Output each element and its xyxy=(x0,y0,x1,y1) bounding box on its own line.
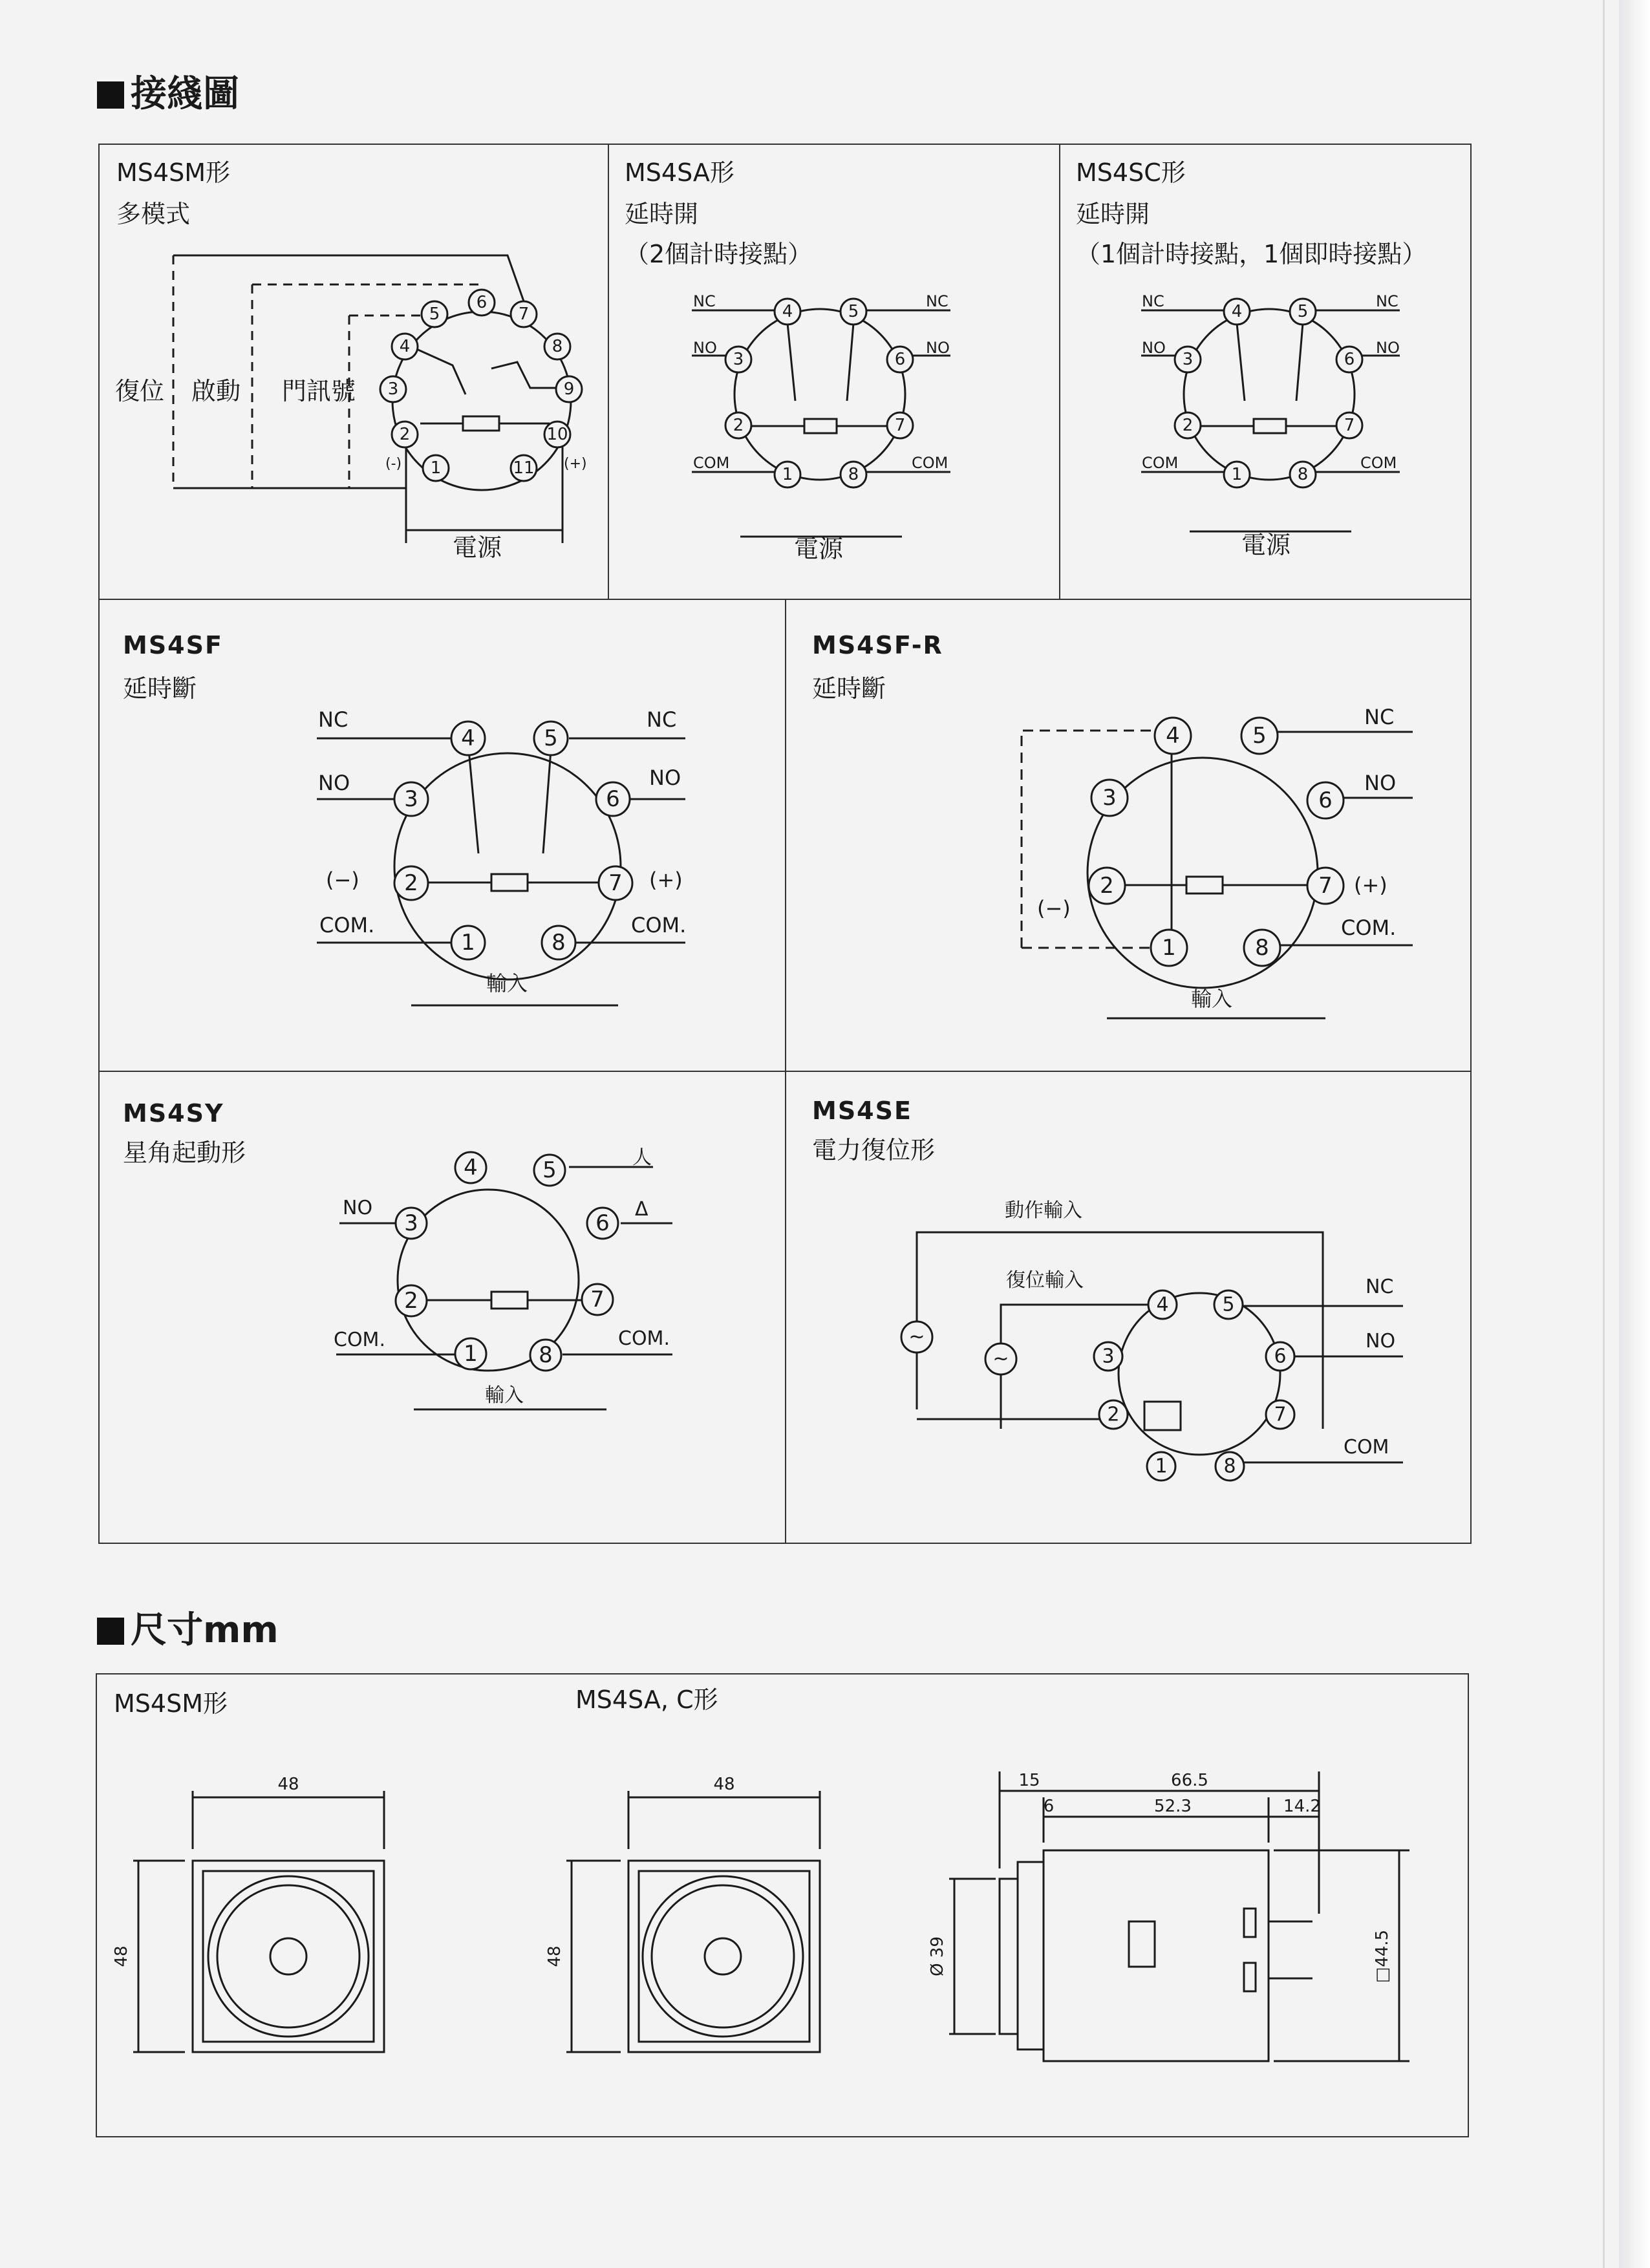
svg-text:8: 8 xyxy=(1223,1455,1236,1478)
svg-text:2: 2 xyxy=(733,416,744,435)
ms4se-model: MS4SE xyxy=(812,1097,912,1125)
ms4se-mode: 電力復位形 xyxy=(812,1136,936,1164)
ms4sc-model: MS4SC形 xyxy=(1076,158,1186,187)
svg-text:1: 1 xyxy=(1162,935,1176,961)
ms4se-nc: NC xyxy=(1366,1276,1394,1298)
dim-6: 6 xyxy=(1043,1797,1055,1816)
ms4sfr-minus: (−) xyxy=(1037,896,1071,921)
ms4sc-com-left: COM xyxy=(1142,454,1179,472)
svg-text:3: 3 xyxy=(387,380,399,399)
ms4sf-no-right: NO xyxy=(649,765,681,790)
dim-142: 14.2 xyxy=(1283,1797,1321,1816)
ms4sy-input-label: 輸入 xyxy=(485,1384,524,1407)
svg-text:6: 6 xyxy=(595,1210,610,1236)
ms4sa-no-right: NO xyxy=(926,339,950,357)
ms4sc-no-right: NO xyxy=(1376,339,1400,357)
svg-text:4: 4 xyxy=(1156,1293,1169,1316)
ms4sf-no-left: NO xyxy=(318,771,350,795)
svg-text:1: 1 xyxy=(430,458,442,478)
svg-text:4: 4 xyxy=(461,725,475,751)
ms4sy-mode: 星角起動形 xyxy=(123,1139,246,1167)
ms4sfr-mode: 延時斷 xyxy=(812,674,886,703)
svg-text:~: ~ xyxy=(908,1325,925,1349)
ms4se-com: COM xyxy=(1344,1436,1389,1459)
svg-text:11: 11 xyxy=(513,458,535,478)
svg-text:5: 5 xyxy=(1297,302,1309,321)
ms4sf-minus: (−) xyxy=(326,868,359,892)
ms4se-action-label: 動作輸入 xyxy=(1005,1199,1082,1222)
dim-15: 15 xyxy=(1018,1771,1040,1790)
dim-ms4sm-width: 48 xyxy=(277,1775,299,1794)
ms4sc-com-right: COM xyxy=(1360,454,1397,472)
svg-text:1: 1 xyxy=(461,930,475,956)
ms4sy-delta: Δ xyxy=(635,1198,648,1221)
svg-text:4: 4 xyxy=(464,1155,478,1181)
svg-text:8: 8 xyxy=(848,465,859,484)
svg-text:6: 6 xyxy=(1344,350,1355,369)
ms4sm-reset-label: 復位 xyxy=(115,377,165,405)
ms4sc-nc-right: NC xyxy=(1376,292,1398,310)
ms4sc-mode: 延時開 xyxy=(1076,200,1150,228)
ms4sa-nc-right: NC xyxy=(926,292,948,310)
svg-text:4: 4 xyxy=(782,302,793,321)
ms4sa-note: （2個計時接點） xyxy=(625,240,813,268)
ms4sa-mode: 延時開 xyxy=(625,200,699,228)
ms4sf-plus: (+) xyxy=(649,868,683,892)
ms4sm-minus: (-) xyxy=(385,456,402,472)
ms4sfr-model: MS4SF-R xyxy=(812,631,943,659)
svg-text:1: 1 xyxy=(464,1341,478,1367)
svg-text:1: 1 xyxy=(1231,465,1243,484)
svg-text:7: 7 xyxy=(1274,1403,1287,1426)
ms4sm-start-label: 啟動 xyxy=(191,377,241,405)
ms4sf-nc-right: NC xyxy=(647,707,677,732)
ms4sfr-com: COM. xyxy=(1341,915,1397,940)
wiring-heading-text: 接綫圖 xyxy=(131,73,239,115)
ms4sy-model: MS4SY xyxy=(123,1099,224,1128)
ms4sm-gate-label: 門訊號 xyxy=(282,377,356,405)
ms4sm-plus: (+) xyxy=(564,456,587,472)
ms4sf-model: MS4SF xyxy=(123,631,223,659)
ms4se-no: NO xyxy=(1366,1330,1396,1353)
ms4sf-input-label: 輸入 xyxy=(486,971,528,996)
svg-text:~: ~ xyxy=(992,1347,1009,1371)
svg-text:4: 4 xyxy=(1166,723,1180,749)
svg-text:6: 6 xyxy=(1318,787,1333,813)
ms4sy-no: NO xyxy=(343,1197,373,1219)
ms4sfr-nc: NC xyxy=(1364,705,1395,729)
ms4sm-power-label: 電源 xyxy=(453,533,502,562)
svg-text:7: 7 xyxy=(1318,873,1333,899)
svg-text:9: 9 xyxy=(563,380,575,399)
svg-text:3: 3 xyxy=(1182,350,1194,369)
dim-sq445: □44.5 xyxy=(1373,1929,1392,1984)
svg-text:5: 5 xyxy=(1252,723,1267,749)
ms4sfr-no: NO xyxy=(1364,771,1397,795)
svg-text:1: 1 xyxy=(782,465,793,484)
ms4sa-com-right: COM xyxy=(912,454,948,472)
ms4sy-com-left: COM. xyxy=(334,1329,385,1351)
svg-text:8: 8 xyxy=(1297,465,1309,484)
svg-text:5: 5 xyxy=(544,725,558,751)
ms4sfr-input-label: 輸入 xyxy=(1191,987,1233,1011)
ms4sf-com-right: COM. xyxy=(631,913,687,937)
svg-text:4: 4 xyxy=(399,337,411,356)
ms4sc-note: （1個計時接點，1個即時接點） xyxy=(1076,240,1427,268)
svg-text:2: 2 xyxy=(404,870,418,896)
svg-text:2: 2 xyxy=(404,1288,418,1314)
dim-ms4sm-height: 48 xyxy=(112,1945,131,1967)
ms4sa-model: MS4SA形 xyxy=(625,158,734,187)
svg-text:7: 7 xyxy=(608,870,623,896)
svg-text:6: 6 xyxy=(1274,1345,1287,1368)
ms4sa-power-label: 電源 xyxy=(794,535,844,563)
dim-ms4sa-height: 48 xyxy=(545,1945,564,1967)
svg-text:8: 8 xyxy=(539,1342,553,1368)
ms4sa-nc-left: NC xyxy=(693,292,716,310)
svg-text:1: 1 xyxy=(1155,1455,1168,1478)
ms4se-reset-label: 復位輸入 xyxy=(1006,1269,1084,1292)
svg-text:5: 5 xyxy=(542,1157,557,1183)
dim-665: 66.5 xyxy=(1171,1771,1208,1790)
ms4sa-no-left: NO xyxy=(693,339,717,357)
ms4sc-no-left: NO xyxy=(1142,339,1166,357)
svg-text:3: 3 xyxy=(404,1210,418,1236)
svg-text:5: 5 xyxy=(848,302,859,321)
svg-text:6: 6 xyxy=(476,293,488,312)
dim-ms4sa-width: 48 xyxy=(713,1775,735,1794)
ms4sa-com-left: COM xyxy=(693,454,730,472)
svg-text:2: 2 xyxy=(1182,416,1194,435)
dimension-heading-text: 尺寸mm xyxy=(131,1609,279,1651)
svg-text:3: 3 xyxy=(404,786,418,812)
svg-text:5: 5 xyxy=(1222,1293,1235,1316)
svg-text:3: 3 xyxy=(1102,785,1117,811)
svg-text:6: 6 xyxy=(894,350,906,369)
svg-text:4: 4 xyxy=(1231,302,1243,321)
svg-text:3: 3 xyxy=(1102,1345,1115,1368)
ms4sy-star: 人 xyxy=(632,1146,652,1169)
dim-ms4sac-label: MS4SA, C形 xyxy=(575,1685,718,1714)
dim-523: 52.3 xyxy=(1154,1797,1192,1816)
ms4sc-power-label: 電源 xyxy=(1241,531,1291,559)
svg-text:8: 8 xyxy=(1255,935,1269,961)
dim-dia39: Ø 39 xyxy=(928,1936,947,1976)
dim-ms4sm-label: MS4SM形 xyxy=(114,1689,228,1718)
svg-text:8: 8 xyxy=(552,930,566,956)
ms4sm-mode: 多模式 xyxy=(116,200,191,228)
svg-text:5: 5 xyxy=(429,305,440,324)
ms4sf-mode: 延時斷 xyxy=(123,674,197,703)
svg-text:7: 7 xyxy=(518,305,530,324)
ms4sf-com-left: COM. xyxy=(319,913,375,937)
svg-text:8: 8 xyxy=(552,337,563,356)
svg-text:10: 10 xyxy=(546,425,568,444)
ms4sc-nc-left: NC xyxy=(1142,292,1164,310)
ms4sm-model: MS4SM形 xyxy=(116,158,230,187)
svg-text:3: 3 xyxy=(733,350,744,369)
svg-text:7: 7 xyxy=(1344,416,1355,435)
svg-text:6: 6 xyxy=(606,786,620,812)
ms4sy-com-right: COM. xyxy=(618,1327,670,1350)
ms4sf-nc-left: NC xyxy=(318,707,348,732)
ms4sfr-plus: (+) xyxy=(1354,873,1388,897)
svg-text:7: 7 xyxy=(894,416,906,435)
svg-text:2: 2 xyxy=(1100,873,1114,899)
svg-text:2: 2 xyxy=(399,425,411,444)
svg-text:7: 7 xyxy=(590,1287,605,1312)
svg-text:2: 2 xyxy=(1107,1403,1120,1426)
